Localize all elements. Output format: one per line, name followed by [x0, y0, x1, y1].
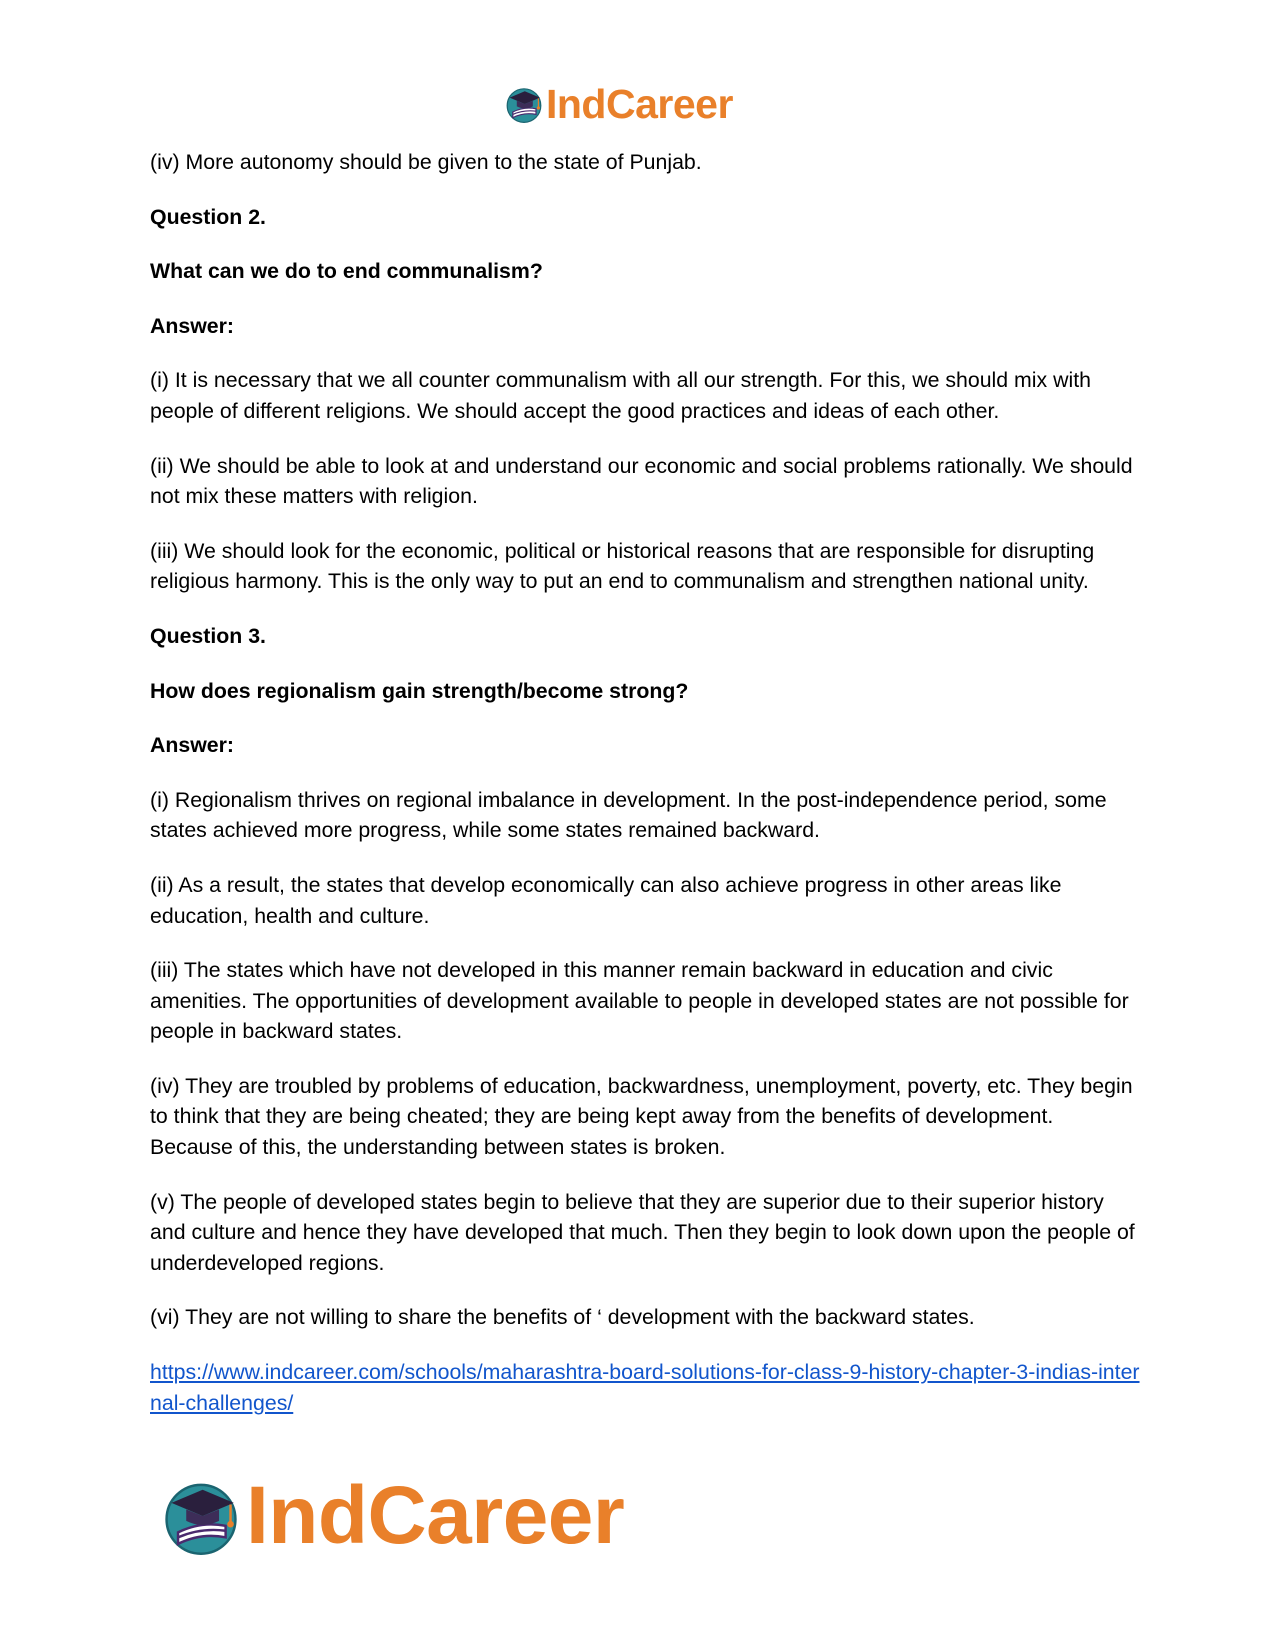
paragraph: (v) The people of developed states begin to believe that they are superior due to their superior history and culture and hence they have developed that much. Then they begin to look down upon the people of underdeveloped regions. [150, 1189, 1135, 1275]
document-body [150, 147, 1140, 1418]
paragraph: (iii) The states which have not developed in this manner remain backward in education and civic amenities. The opportunities of development available to people in developed states are not possible for people in backward states. [150, 958, 1129, 1044]
question-heading: Question 3. [150, 623, 266, 648]
paragraph: (iii) We should look for the economic, political or historical reasons that are responsible for disrupting religious harmony. This is the only way to put an end to communalism and strengthen national unity. [150, 538, 1095, 594]
question-text: How does regionalism gain strength/become strong? [150, 678, 689, 703]
footer-logo [160, 1470, 700, 1562]
question-heading: Question 2. [150, 204, 266, 229]
paragraph: (i) Regionalism thrives on regional imbalance in development. In the post-independence period, some states achieved more progress, while some states remained backward. [150, 787, 1107, 843]
source-link[interactable]: https://www.indcareer.com/schools/maharashtra-board-solutions-for-class-9-history-chapter-3-indias-internal-challenges/ [150, 1360, 1140, 1415]
paragraph: (ii) As a result, the states that develop economically can also achieve progress in other areas like education, health and culture. [150, 872, 1062, 928]
paragraph: (iv) They are troubled by problems of education, backwardness, unemployment, poverty, etc. They begin to think that they are being cheated; they are being kept away from the benefits of development. Because of this, the understanding between states is broken. [150, 1073, 1133, 1160]
answer-label: Answer: [150, 313, 235, 338]
header-logo [504, 80, 774, 128]
paragraph: (i) It is necessary that we all counter communalism with all our strength. For this, we should mix with people of different religions. We should accept the good practices and ideas of each other. [150, 368, 1091, 423]
question-text: What can we do to end communalism? [150, 259, 543, 284]
header-logo-text: IndCareer [546, 80, 733, 127]
paragraph: (vi) They are not willing to share the benefits of ‘ development with the backward states. [150, 1305, 975, 1330]
paragraph: (ii) We should be able to look at and understand our economic and social problems rationally. We should not mix these matters with religion. [150, 453, 1133, 509]
footer-logo-text: IndCareer [246, 1470, 625, 1561]
graduation-cap-book-globe-icon [504, 84, 544, 124]
paragraph: (iv) More autonomy should be given to the state of Punjab. [150, 150, 702, 174]
answer-label: Answer: [150, 733, 235, 758]
graduation-cap-book-globe-icon [160, 1475, 242, 1557]
